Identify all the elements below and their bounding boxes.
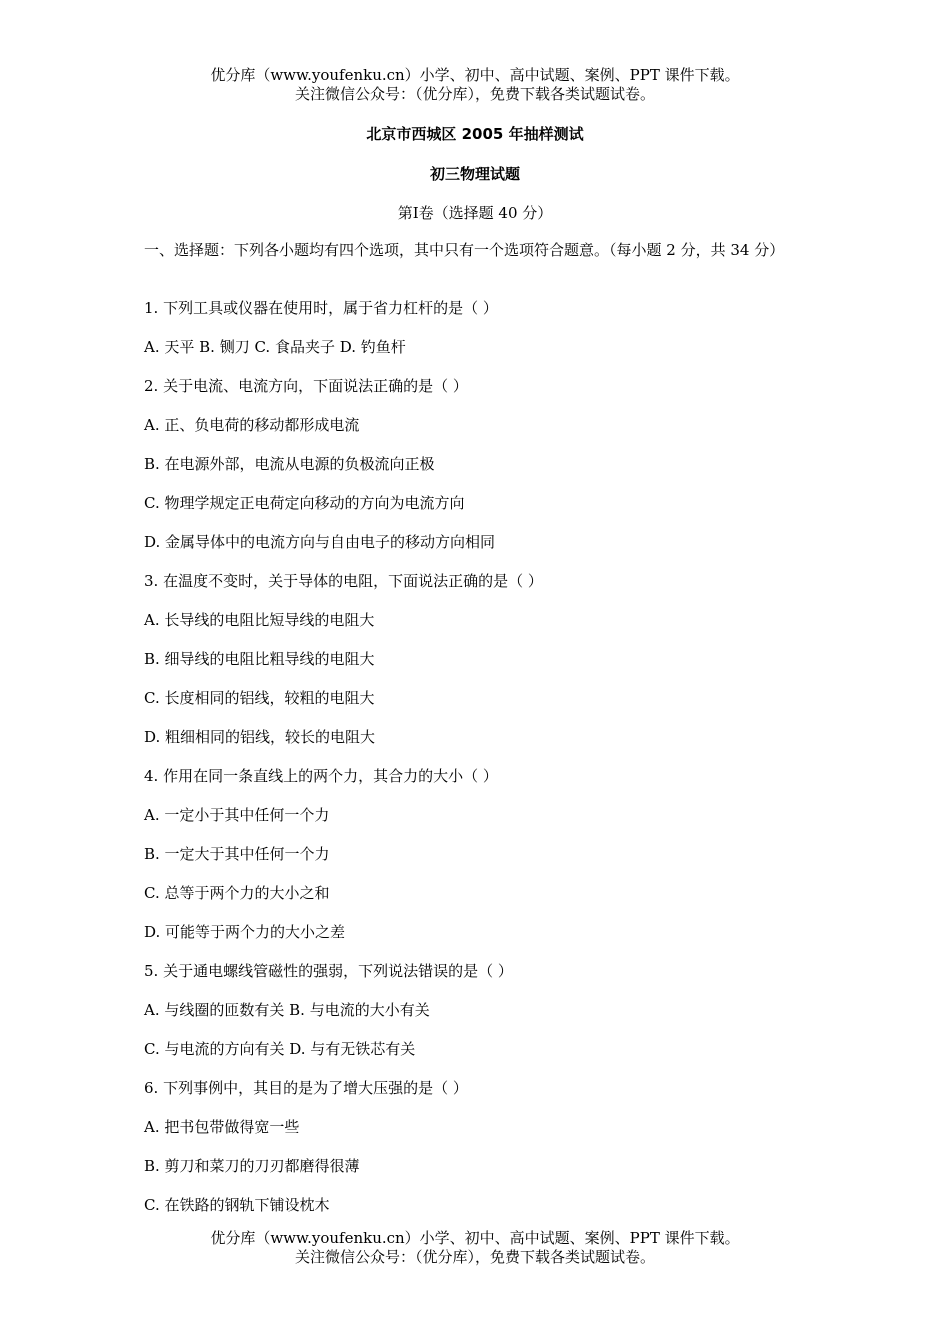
- question-line: 1. 下列工具或仪器在使用时，属于省力杠杆的是（ ）: [144, 299, 498, 317]
- option-line: A. 与线圈的匝数有关 B. 与电流的大小有关: [144, 1001, 430, 1019]
- option-line: B. 一定大于其中任何一个力: [144, 845, 330, 863]
- question-line: 6. 下列事例中，其目的是为了增大压强的是（ ）: [144, 1079, 468, 1097]
- option-line: D. 粗细相同的铝线，较长的电阻大: [144, 728, 376, 746]
- question-line: 4. 作用在同一条直线上的两个力，其合力的大小（ ）: [144, 767, 498, 785]
- footer-line-1: 优分库（www.youfenku.cn）小学、初中、高中试题、案例、PPT 课件下载。: [210, 1229, 740, 1247]
- exam-subtitle: 初三物理试题: [429, 165, 520, 183]
- instructions: 一、选择题：下列各小题均有四个选项，其中只有一个选项符合题意。（每小题 2 分，共 34 分）: [144, 241, 785, 259]
- option-line: B. 细导线的电阻比粗导线的电阻大: [144, 650, 375, 668]
- option-line: C. 在铁路的钢轨下铺设枕木: [144, 1196, 330, 1214]
- footer-line-2: 关注微信公众号：（优分库），免费下载各类试题试卷。: [294, 1248, 655, 1266]
- exam-title: 北京市西城区 2005 年抽样测试: [366, 125, 584, 143]
- question-line: 2. 关于电流、电流方向，下面说法正确的是（ ）: [144, 377, 468, 395]
- option-line: A. 天平 B. 铡刀 C. 食品夹子 D. 钓鱼杆: [144, 338, 406, 356]
- section-heading: 第Ⅰ卷（选择题 40 分）: [397, 204, 553, 222]
- option-line: A. 一定小于其中任何一个力: [144, 806, 330, 824]
- page-header: [0, 66, 950, 104]
- header-line-2: 关注微信公众号：（优分库），免费下载各类试题试卷。: [294, 85, 655, 103]
- option-line: B. 剪刀和菜刀的刀刃都磨得很薄: [144, 1157, 360, 1175]
- option-line: C. 总等于两个力的大小之和: [144, 884, 330, 902]
- option-line: C. 长度相同的铝线，较粗的电阻大: [144, 689, 375, 707]
- option-line: C. 与电流的方向有关 D. 与有无铁芯有关: [144, 1040, 416, 1058]
- option-line: A. 正、负电荷的移动都形成电流: [144, 416, 360, 434]
- option-line: B. 在电源外部，电流从电源的负极流向正极: [144, 455, 435, 473]
- question-line: 3. 在温度不变时，关于导体的电阻，下面说法正确的是（ ）: [144, 572, 543, 590]
- option-line: D. 金属导体中的电流方向与自由电子的移动方向相同: [144, 533, 496, 551]
- question-line: 5. 关于通电螺线管磁性的强弱，下列说法错误的是（ ）: [144, 962, 513, 980]
- option-line: C. 物理学规定正电荷定向移动的方向为电流方向: [144, 494, 465, 512]
- header-line-1: 优分库（www.youfenku.cn）小学、初中、高中试题、案例、PPT 课件下载。: [210, 66, 740, 84]
- option-line: A. 把书包带做得宽一些: [144, 1118, 300, 1136]
- page-footer: [0, 1229, 950, 1267]
- option-line: D. 可能等于两个力的大小之差: [144, 923, 346, 941]
- option-line: A. 长导线的电阻比短导线的电阻大: [144, 611, 375, 629]
